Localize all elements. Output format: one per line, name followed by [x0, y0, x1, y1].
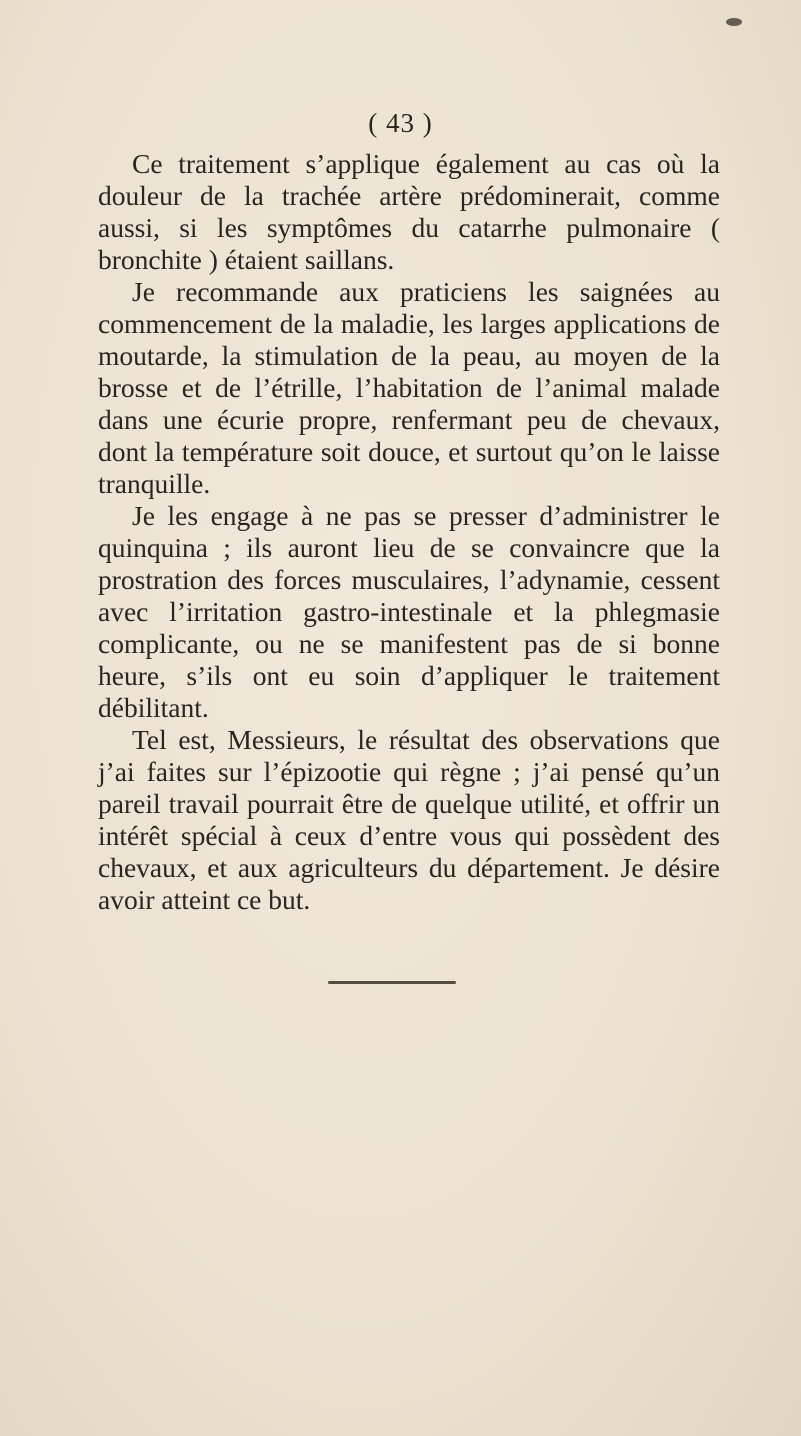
paragraph-3: Je les engage à ne pas se presser d’administrer le quinquina ; ils auront lieu de se convaincre que la prostration des forces musculaires, l’adynamie, cessent avec l’irritation gastro-intestinale et la phlegmasie complicante, ou ne se manifestent pas de si bonne heure, s’ils ont eu soin d’appliquer le traitement débilitant. [98, 500, 720, 723]
paragraph-1: Ce traitement s’applique également au cas où la douleur de la trachée artère prédominerait, comme aussi, si les symptômes du catarrhe pulmonaire ( bronchite ) étaient saillans. [98, 148, 720, 275]
body-text [98, 148, 720, 916]
paragraph-4: Tel est, Messieurs, le résultat des observations que j’ai faites sur l’épizootie qui règne ; j’ai pensé qu’un pareil travail pourrait être de quelque utilité, et offrir un intérêt spécial à ceux d’entre vous qui possèdent des chevaux, et aux agriculteurs du département. Je désire avoir atteint ce but. [98, 724, 720, 915]
page-number: ( 43 ) [368, 108, 433, 138]
paragraph-2: Je recommande aux praticiens les saignées au commencement de la maladie, les larges applications de moutarde, la stimulation de la peau, au moyen de la brosse et de l’étrille, l’habitation de l’animal malade dans une écurie propre, renfermant peu de chevaux, dont la température soit douce, et surtout qu’on le laisse tranquille. [98, 276, 720, 499]
end-rule [328, 981, 456, 984]
ink-stain [726, 18, 742, 26]
